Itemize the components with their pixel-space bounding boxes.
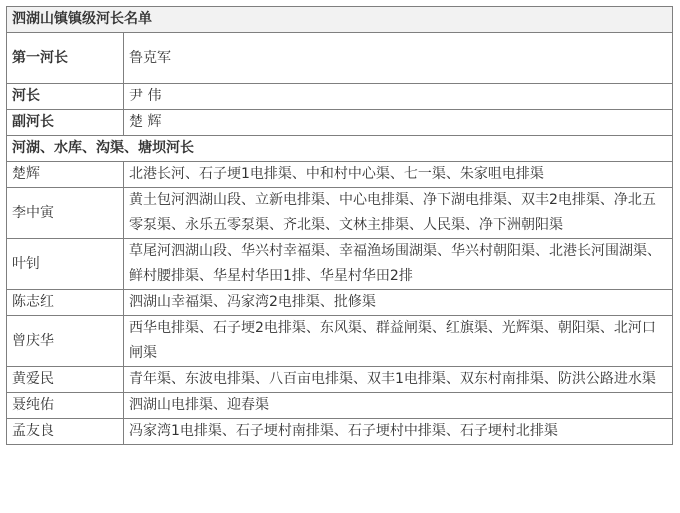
assignment-waters: 西华电排渠、石子埂2电排渠、东风渠、群益闸渠、红旗渠、光辉渠、朝阳渠、北河口闸渠 bbox=[124, 316, 673, 367]
table-row bbox=[7, 162, 673, 188]
deputy-chief-label: 副河长 bbox=[7, 110, 124, 136]
assignment-name: 陈志红 bbox=[7, 290, 124, 316]
table-row bbox=[7, 419, 673, 445]
assignment-waters: 泗湖山电排渠、迎春渠 bbox=[124, 393, 673, 419]
table-title-row bbox=[7, 7, 673, 33]
table-row bbox=[7, 290, 673, 316]
assignment-waters: 北港长河、石子埂1电排渠、中和村中心渠、七一渠、朱家咀电排渠 bbox=[124, 162, 673, 188]
assignment-name: 黄爱民 bbox=[7, 367, 124, 393]
assignment-waters: 泗湖山幸福渠、冯家湾2电排渠、批修渠 bbox=[124, 290, 673, 316]
assignment-waters: 黄土包河泗湖山段、立新电排渠、中心电排渠、净下湖电排渠、双丰2电排渠、净北五零泵渠、永乐五零泵渠、齐北渠、文林主排渠、人民渠、净下洲朝阳渠 bbox=[124, 188, 673, 239]
assignment-waters: 青年渠、东波电排渠、八百亩电排渠、双丰1电排渠、双东村南排渠、防洪公路进水渠 bbox=[124, 367, 673, 393]
assignment-waters: 冯家湾1电排渠、石子埂村南排渠、石子埂村中排渠、石子埂村北排渠 bbox=[124, 419, 673, 445]
assignment-name: 叶钊 bbox=[7, 239, 124, 290]
assignment-name: 孟友良 bbox=[7, 419, 124, 445]
deputy-chief-row bbox=[7, 110, 673, 136]
table-row bbox=[7, 316, 673, 367]
table-row bbox=[7, 239, 673, 290]
table-row bbox=[7, 393, 673, 419]
deputy-chief-value: 楚 辉 bbox=[124, 110, 673, 136]
first-chief-value: 鲁克军 bbox=[124, 33, 673, 84]
assignment-name: 曾庆华 bbox=[7, 316, 124, 367]
section-header: 河湖、水库、沟渠、塘坝河长 bbox=[7, 136, 673, 162]
chief-row bbox=[7, 84, 673, 110]
first-chief-row bbox=[7, 33, 673, 84]
table-row bbox=[7, 367, 673, 393]
assignment-name: 聂纯佑 bbox=[7, 393, 124, 419]
river-chief-table bbox=[6, 6, 673, 445]
assignment-name: 楚辉 bbox=[7, 162, 124, 188]
table-row bbox=[7, 188, 673, 239]
first-chief-label: 第一河长 bbox=[7, 33, 124, 84]
table-title: 泗湖山镇镇级河长名单 bbox=[7, 7, 673, 33]
assignment-name: 李中寅 bbox=[7, 188, 124, 239]
assignment-waters: 草尾河泗湖山段、华兴村幸福渠、幸福渔场围湖渠、华兴村朝阳渠、北港长河围湖渠、鲜村腰排渠、华星村华田1排、华星村华田2排 bbox=[124, 239, 673, 290]
chief-label: 河长 bbox=[7, 84, 124, 110]
chief-value: 尹 伟 bbox=[124, 84, 673, 110]
section-header-row bbox=[7, 136, 673, 162]
